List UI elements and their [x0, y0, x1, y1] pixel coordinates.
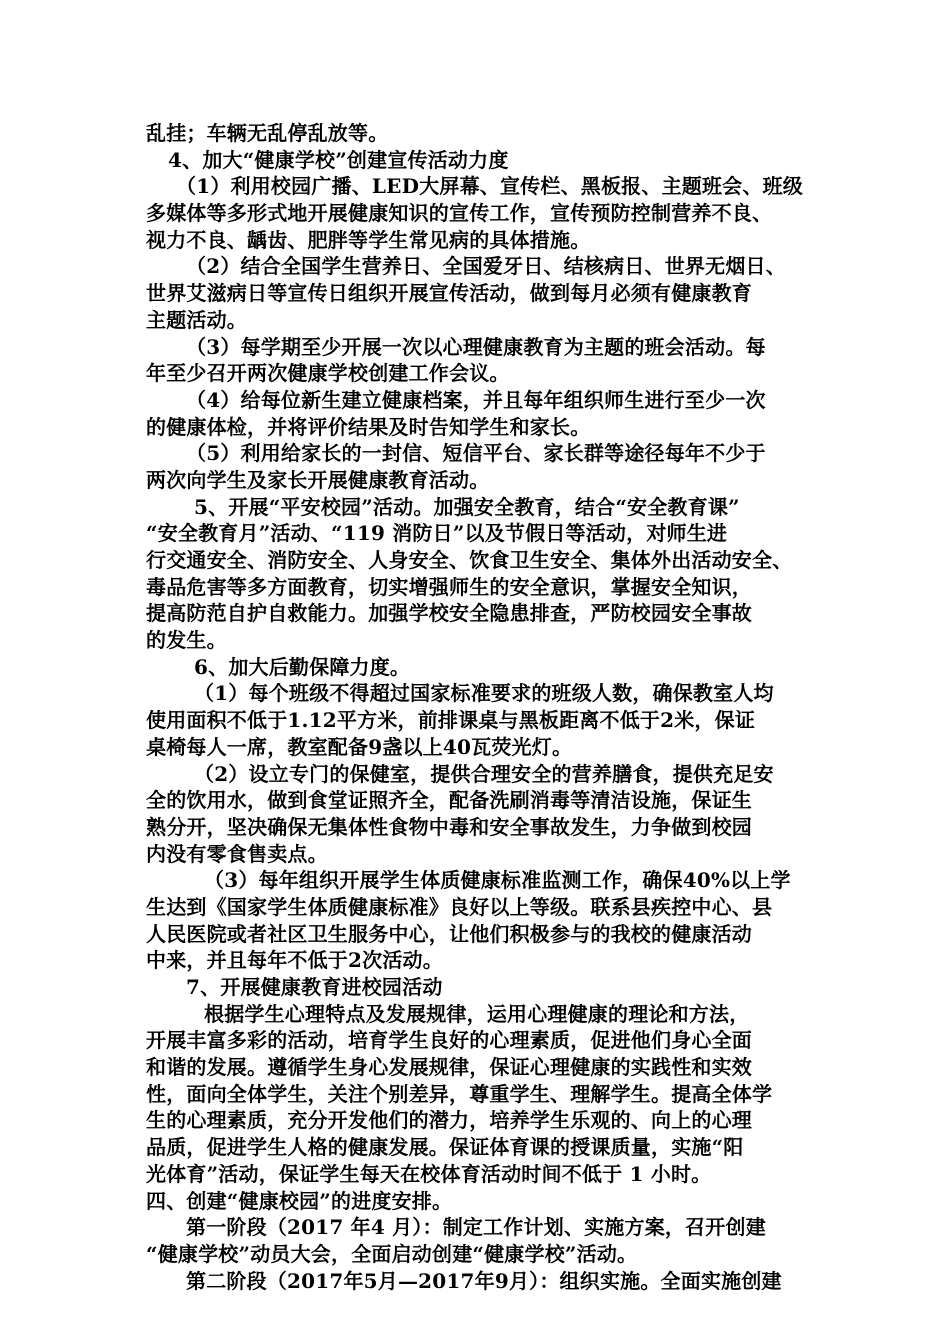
text-line: 多媒体等多形式地开展健康知识的宣传工作，宣传预防控制营养不良、 — [146, 201, 773, 226]
text-line: （5）利用给家长的一封信、短信平台、家长群等途径每年不少于 — [186, 441, 766, 466]
text-line: 生的心理素质，充分开发他们的潜力，培养学生乐观的、向上的心理 — [146, 1108, 752, 1133]
text-line: 光体育”活动，保证学生每天在校体育活动时间不低于 1 小时。 — [146, 1161, 712, 1186]
text-line: 提高防范自护自救能力。加强学校安全隐患排查，严防校园安全事故 — [146, 601, 752, 626]
text-line: 的健康体检，并将评价结果及时告知学生和家长。 — [146, 414, 591, 439]
text-line: 内没有零食售卖点。 — [146, 841, 328, 866]
text-line: 使用面积不低于1.12平方米，前排课桌与黑板距离不低于2米，保证 — [146, 708, 756, 733]
text-line: 性，面向全体学生，关注个别差异，尊重学生、理解学生。提高全体学 — [146, 1081, 773, 1106]
text-line: 品质，促进学生人格的健康发展。保证体育课的授课质量，实施“阳 — [146, 1135, 744, 1160]
section-heading: 6、加大后勤保障力度。 — [194, 654, 411, 679]
text-line: 人民医院或者社区卫生服务中心，让他们积极参与的我校的健康活动 — [146, 921, 752, 946]
text-line: 第二阶段（2017年5月—2017年9月）：组织实施。全面实施创建 — [186, 1268, 782, 1293]
text-line: 桌椅每人一席，教室配备9盏以上40瓦荧光灯。 — [146, 734, 573, 759]
text-line: 年至少召开两次健康学校创建工作会议。 — [146, 361, 510, 386]
section-heading: 7、开展健康教育进校园活动 — [186, 975, 443, 999]
text-line: 第一阶段（2017 年4 月）：制定工作计划、实施方案，召开创建 — [186, 1215, 766, 1240]
text-line: 全的饮用水，做到食堂证照齐全，配备洗刷消毒等清洁设施，保证生 — [146, 788, 752, 813]
text-line: （4）给每位新生建立健康档案，并且每年组织师生进行至少一次 — [186, 387, 766, 412]
text-line: 熟分开，坚决确保无集体性食物中毒和安全事故发生，力争做到校园 — [146, 814, 752, 839]
text-line: （1）每个班级不得超过国家标准要求的班级人数，确保教室人均 — [194, 681, 774, 706]
text-line: “安全教育月”活动、“119 消防日”以及节假日等活动，对师生进 — [146, 521, 728, 546]
text-line: 世界艾滋病日等宣传日组织开展宣传活动，做到每月必须有健康教育 — [146, 281, 752, 306]
text-line: （1）利用校园广播、LED大屏幕、宣传栏、黑板报、主题班会、班级 — [176, 174, 803, 199]
text-line: （2）设立专门的保健室，提供合理安全的营养膳食，提供充足安 — [194, 761, 774, 786]
section-heading: 四、创建“健康校园”的进度安排。 — [146, 1188, 453, 1213]
text-line: 主题活动。 — [146, 307, 247, 332]
text-line: 乱挂；车辆无乱停乱放等。 — [146, 121, 389, 145]
text-line: 行交通安全、消防安全、人身安全、饮食卫生安全、集体外出活动安全、 — [146, 548, 793, 572]
section-heading: 4、加大“健康学校”创建宣传活动力度 — [168, 147, 509, 172]
text-line: 和谐的发展。遵循学生身心发展规律，保证心理健康的实践性和实效 — [146, 1055, 752, 1080]
text-line: 生达到《国家学生体质健康标准》良好以上等级。联系县疾控中心、县 — [146, 894, 773, 919]
text-line: （3）每年组织开展学生体质健康标准监测工作，确保40%以上学 — [204, 868, 791, 893]
text-line: “健康学校”动员大会，全面启动创建“健康学校”活动。 — [146, 1241, 638, 1266]
text-line: 中来，并且每年不低于2次活动。 — [146, 948, 443, 973]
text-line: （2）结合全国学生营养日、全国爱牙日、结核病日、世界无烟日、 — [186, 254, 786, 279]
document-body — [146, 120, 814, 1294]
text-line: 毒品危害等多方面教育，切实增强师生的安全意识，掌握安全知识， — [146, 574, 752, 599]
section-heading: 5、开展“平安校园”活动。加强安全教育，结合“安全教育课” — [194, 494, 740, 519]
text-line: 根据学生心理特点及发展规律，运用心理健康的理论和方法， — [204, 1001, 750, 1026]
text-line: 开展丰富多彩的活动，培育学生良好的心理素质，促进他们身心全面 — [146, 1028, 752, 1053]
text-line: 的发生。 — [146, 628, 227, 653]
text-line: （3）每学期至少开展一次以心理健康教育为主题的班会活动。每 — [186, 334, 766, 359]
text-line: 视力不良、龋齿、肥胖等学生常见病的具体措施。 — [146, 227, 591, 252]
text-line: 两次向学生及家长开展健康教育活动。 — [146, 467, 490, 492]
